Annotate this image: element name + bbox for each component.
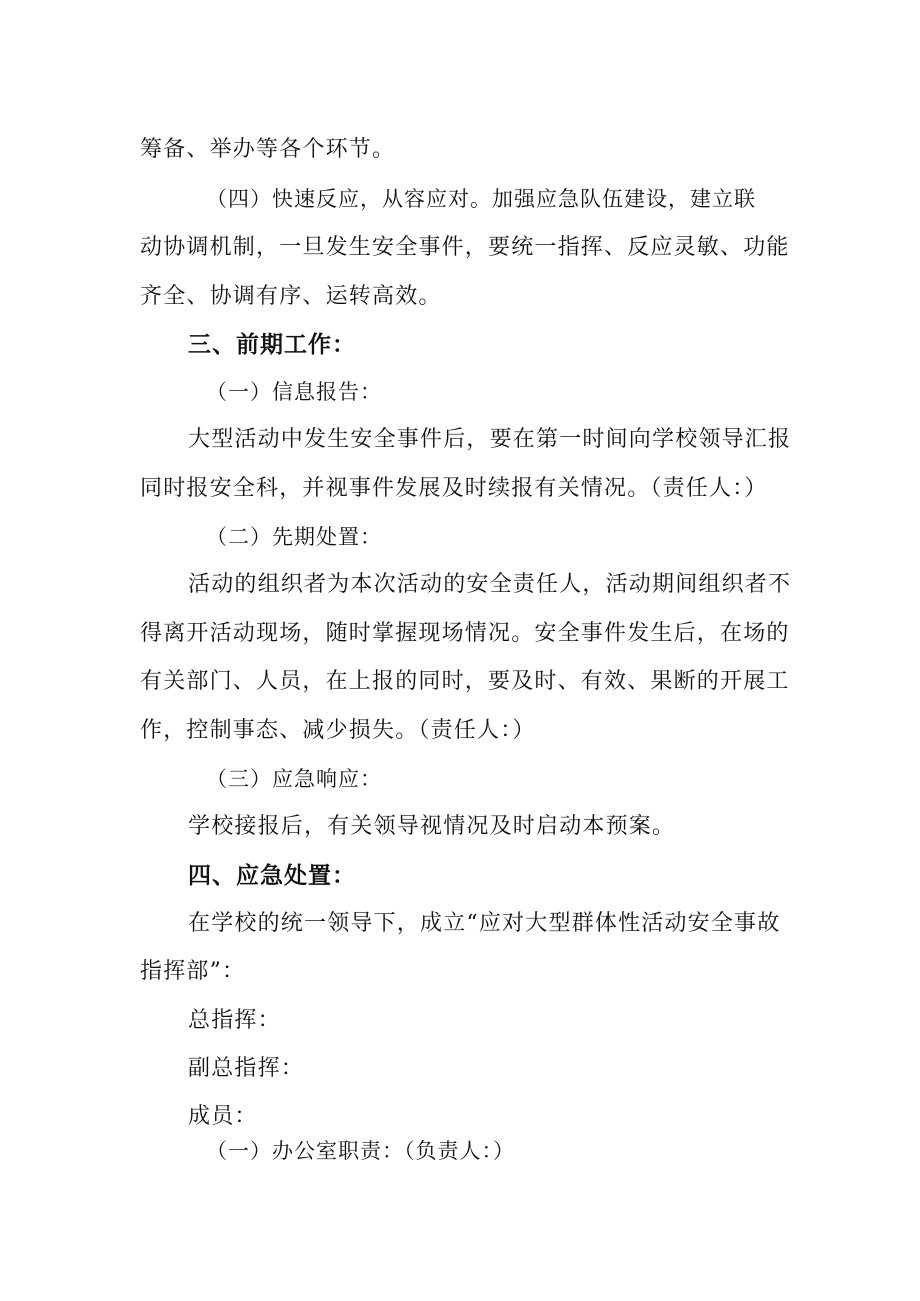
paragraph-line: 总指挥： — [188, 1008, 281, 1033]
subsection-heading: （三）应急响应： — [206, 767, 382, 791]
paragraph-line: 得离开活动现场，随时掌握现场情况。安全事件发生后，在场的 — [140, 621, 790, 646]
paragraph-line: 同时报安全科，并视事件发展及时续报有关情况。（责任人：） — [140, 476, 768, 501]
subsection-heading: （一）办公室职责：（负责人：） — [206, 1139, 515, 1163]
paragraph-line: 指挥部”： — [140, 959, 246, 984]
paragraph-line: 齐全、协调有序、运转高效。 — [140, 284, 442, 309]
paragraph-line: 筹备、举办等各个环节。 — [140, 137, 396, 162]
paragraph-line: 成员： — [188, 1104, 258, 1129]
paragraph-line: 学校接报后，有关领导视情况及时启动本预案。 — [188, 814, 676, 839]
paragraph-line: 有关部门、人员，在上报的同时，要及时、有效、果断的开展工 — [140, 669, 790, 694]
section-heading: 四、应急处置： — [188, 863, 356, 889]
paragraph-line: 在学校的统一领导下，成立“应对大型群体性活动安全事故 — [188, 911, 781, 936]
paragraph-line: 大型活动中发生安全事件后，要在第一时间向学校领导汇报 — [188, 427, 792, 452]
paragraph-line: 动协调机制，一旦发生安全事件，要统一指挥、反应灵敏、功能 — [140, 235, 790, 260]
paragraph-line: 作，控制事态、减少损失。（责任人：） — [140, 718, 536, 743]
section-heading: 三、前期工作： — [188, 332, 356, 358]
subsection-heading: （二）先期处置： — [206, 525, 382, 549]
paragraph-line: 副总指挥： — [188, 1056, 305, 1081]
paragraph-line: 活动的组织者为本次活动的安全责任人，活动期间组织者不 — [188, 572, 792, 597]
paragraph-line: （四）快速反应，从容应对。加强应急队伍建设，建立联 — [206, 187, 756, 211]
subsection-heading: （一）信息报告： — [206, 380, 382, 404]
